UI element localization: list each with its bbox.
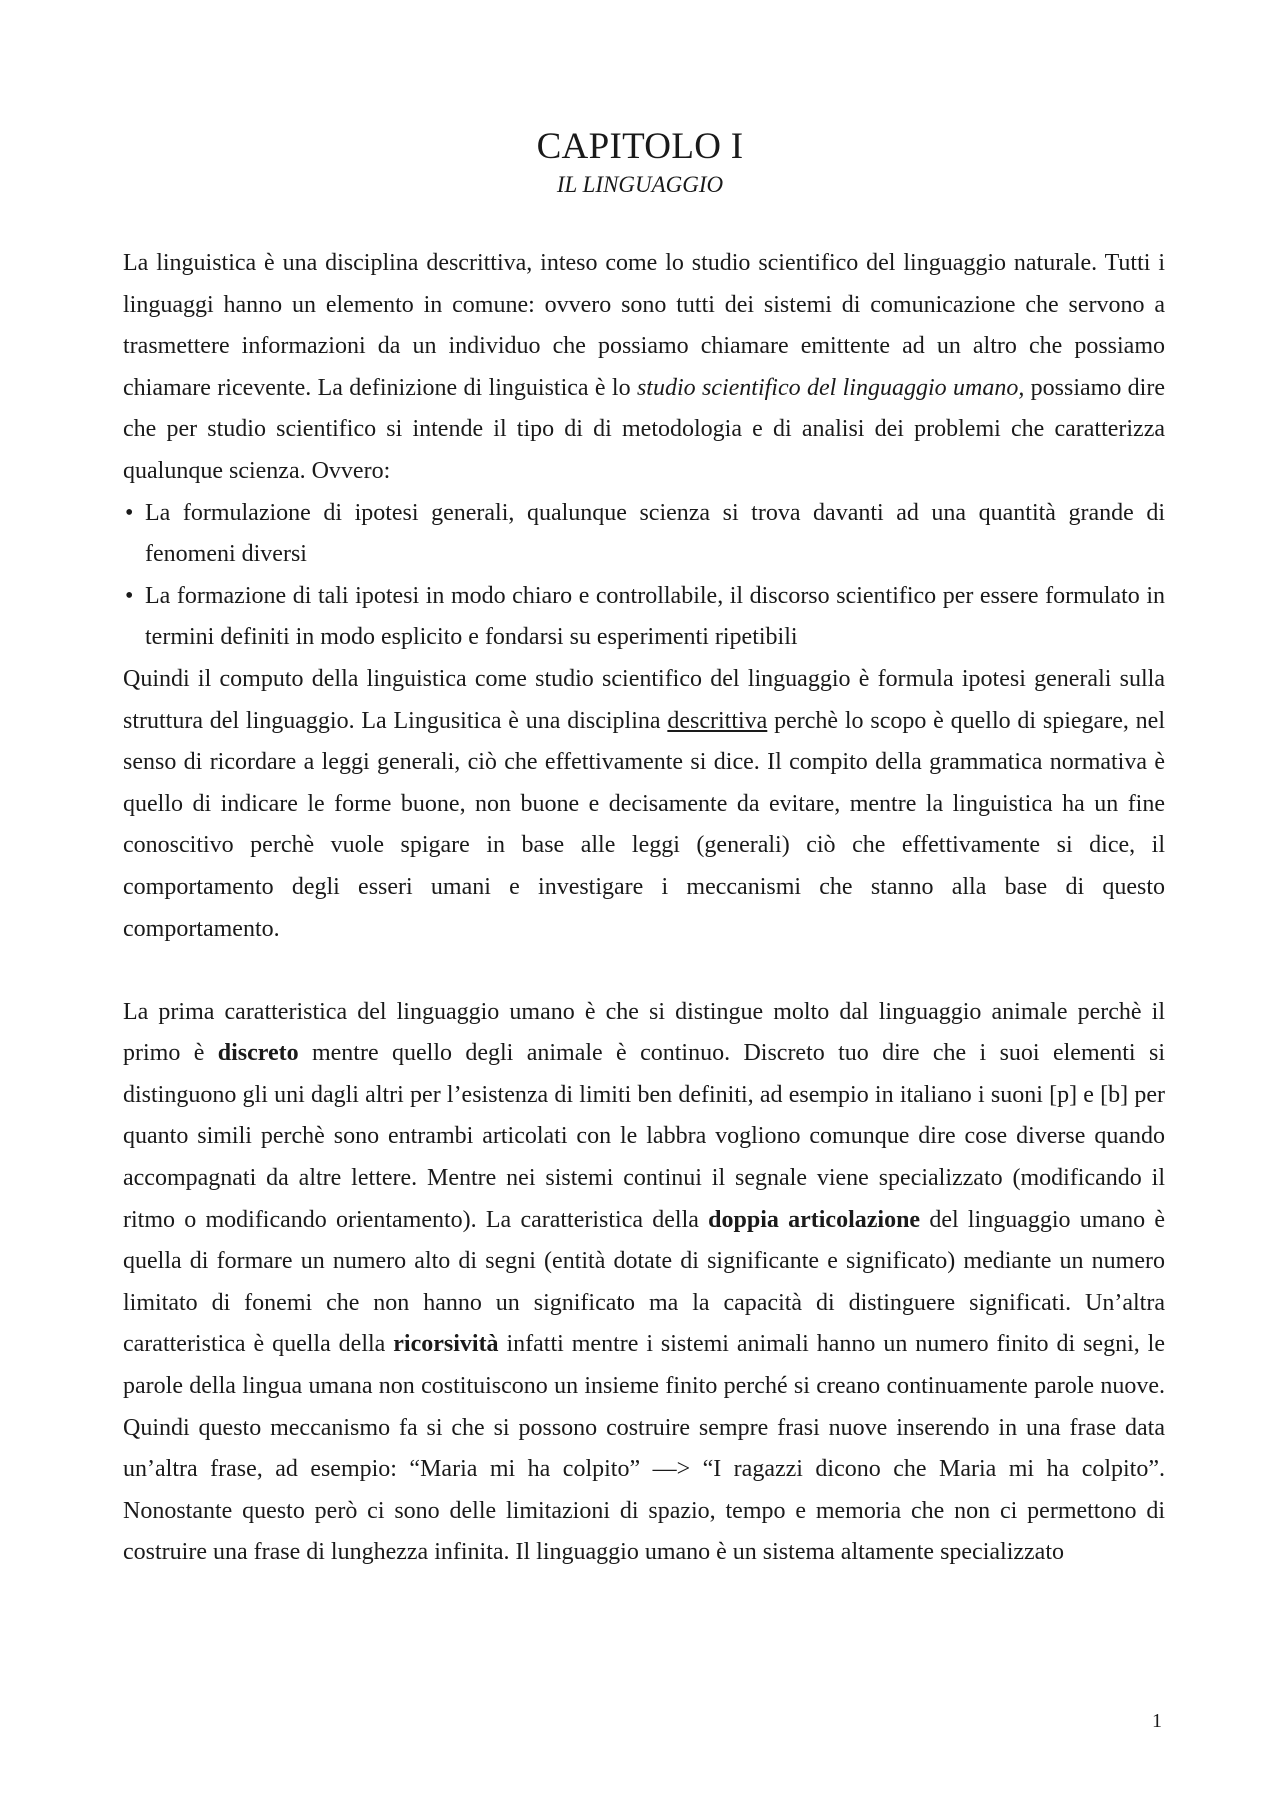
paragraph-spacer — [123, 950, 1165, 992]
bold-term: discreto — [217, 1040, 299, 1067]
text-run: La prima caratteristica del linguaggio umano è che si distingue molto dal linguaggio animale perchè il primo è — [123, 998, 1165, 1067]
paragraph-intro — [123, 243, 1165, 493]
italic-phrase: studio scientifico del linguaggio umano, — [636, 374, 1025, 401]
chapter-title: CAPITOLO I — [536, 126, 744, 167]
list-item — [123, 493, 1165, 576]
bullet-list — [123, 493, 1165, 659]
text-run: Quindi il computo della linguistica come studio scientifico del linguaggio è formula ipotesi generali sulla struttura del linguaggio. La Lingusitica è una disciplina — [123, 665, 1165, 734]
bold-term: ricorsività — [393, 1331, 499, 1358]
bold-term: doppia articolazione — [708, 1206, 921, 1233]
page-number: 1 — [1152, 1710, 1162, 1732]
paragraph-characteristics — [123, 992, 1165, 1574]
text-run: perchè lo scopo è quello di spiegare, nel senso di ricordare a leggi generali, ciò che effettivamente si dice. Il compito della grammatica normativa è quello di indicare le forme buone, non buone e decisamente da evitare, mentre la linguistica ha un fine conoscitivo perchè vuole spigare in base alle leggi (generali) ciò che effettivamente si dice, il comportamento degli esseri umani e investigare i meccanismi che stanno alla base di questo comportamento. — [123, 707, 1165, 942]
chapter-header — [0, 126, 1280, 200]
body-text — [123, 243, 1165, 1574]
paragraph-scope — [123, 659, 1165, 950]
bullet-icon: • — [125, 499, 134, 526]
list-item-text: La formazione di tali ipotesi in modo chiaro e controllabile, il discorso scientifico per essere formulato in termini definiti in modo esplicito e fondarsi su esperimenti ripetibili — [145, 582, 1165, 651]
list-item-text: La formulazione di ipotesi generali, qualunque scienza si trova davanti ad una quantità grande di fenomeni diversi — [145, 499, 1165, 568]
list-item — [123, 576, 1165, 659]
chapter-subtitle: IL LINGUAGGIO — [556, 172, 724, 197]
bullet-icon: • — [125, 582, 134, 609]
text-run: del linguaggio umano è quella di formare un numero alto di segni (entità dotate di significante e significato) mediante un numero limitato di fonemi che non hanno un significato ma la capacità di distinguere significati. Un’altra caratteristica è quella della — [123, 1206, 1166, 1358]
text-run: mentre quello degli animale è continuo. Discreto tuo dire che i suoi elementi si distinguono gli uni dagli altri per l’esistenza di limiti ben definiti, ad esempio in italiano i suoni [p] e [b] per quanto simili perchè sono entrambi articolati con le labbra vogliono comunque dire cose diverse quando accompagnati da altre lettere. Mentre nei sistemi continui il segnale viene specializzato (modificando il ritmo o modificando orientamento). La caratteristica della — [123, 1040, 1165, 1233]
text-run: La linguistica è una disciplina descrittiva, inteso come lo studio scientifico del linguaggio naturale. Tutti i linguaggi hanno un elemento in comune: ovvero sono tutti dei sistemi di comunicazione che servono a trasmettere informazioni da un individuo che possiamo chiamare emittente ad un altro che possiamo chiamare ricevente. La definizione di linguistica è lo — [123, 250, 1165, 401]
text-run: infatti mentre i sistemi animali hanno un numero finito di segni, le parole della lingua umana non costituiscono un insieme finito perché si creano continuamente parole nuove. Quindi questo meccanismo fa si che si possono costruire sempre frasi nuove inserendo in una frase data un’altra frase, ad esempio: “Maria mi ha colpito” —> “I ragazzi dicono che Maria mi ha colpito”. Nonostante questo però ci sono delle limitazioni di spazio, tempo e memoria che non ci permettono di costruire una frase di lunghezza infinita. Il linguaggio umano è un sistema altamente specializzato — [123, 1331, 1165, 1566]
underlined-term: descrittiva — [667, 707, 768, 734]
text-run: possiamo dire che per studio scientifico si intende il tipo di di metodologia e di analisi dei problemi che caratterizza qualunque scienza. Ovvero: — [123, 374, 1165, 484]
